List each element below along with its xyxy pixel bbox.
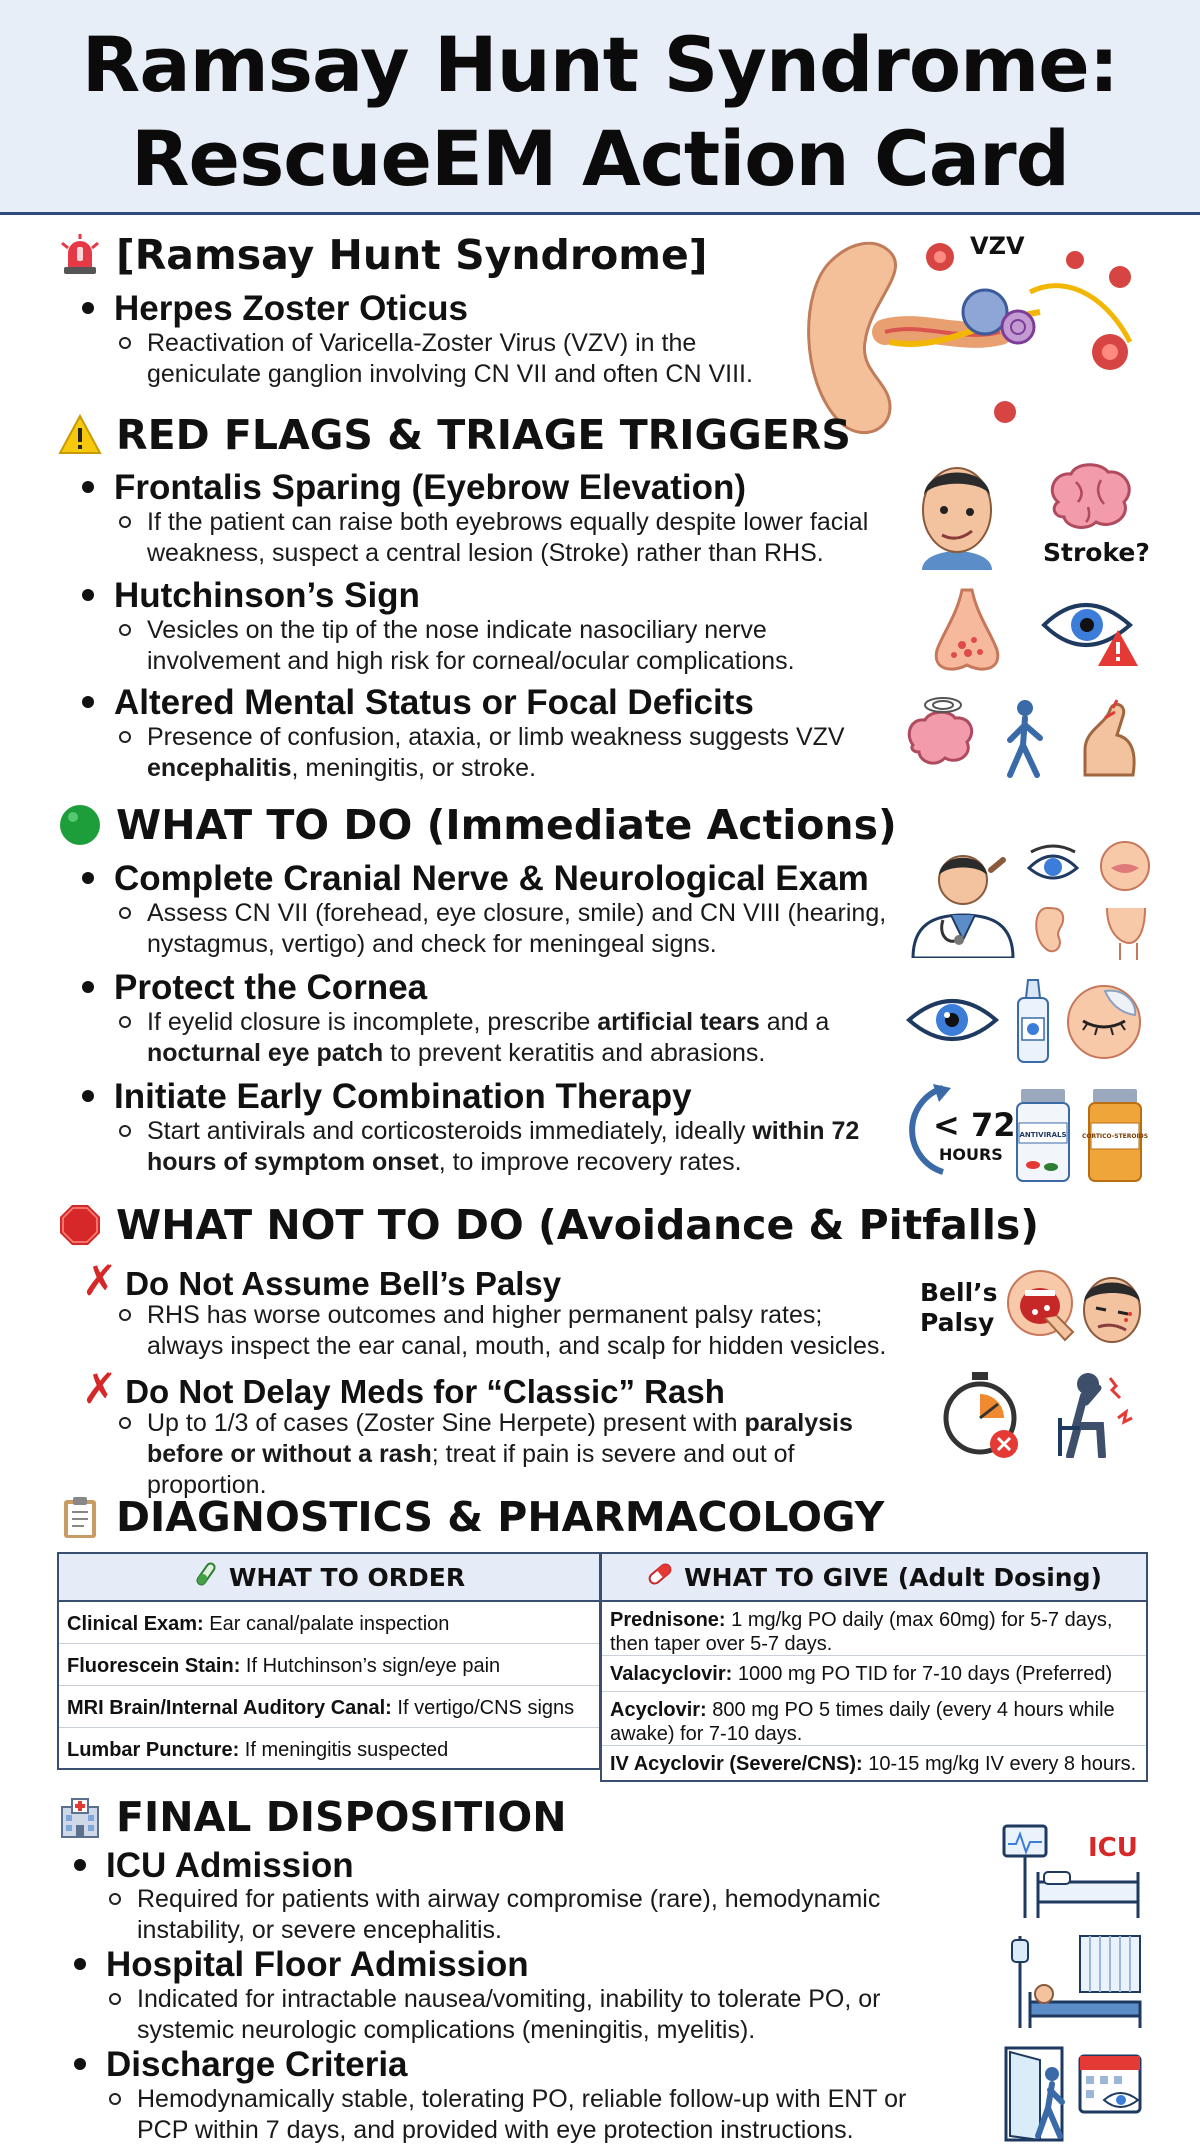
stopwatch-cancel-icon bbox=[940, 1370, 1022, 1460]
stop-sign-icon bbox=[58, 1203, 102, 1247]
item-icu-admission: ICU Admission bbox=[74, 1845, 354, 1887]
icu-bed-illustration bbox=[998, 1822, 1143, 1922]
time-window-unit: HOURS bbox=[939, 1145, 1003, 1164]
page-title bbox=[0, 0, 1200, 206]
section-heading-red-flags bbox=[58, 410, 851, 460]
section-heading-diagnostics bbox=[58, 1492, 884, 1542]
item-herpes-zoster-oticus bbox=[82, 288, 468, 330]
x-mark-icon: ✗ bbox=[82, 1364, 118, 1413]
hospital-floor-bed-illustration bbox=[1000, 1932, 1145, 2032]
table-row: Fluorescein Stain: If Hutchinson’s sign/eye pain bbox=[59, 1644, 599, 1686]
item-not-delay-meds: ✗ Do Not Delay Meds for “Classic” Rash bbox=[82, 1364, 725, 1413]
item-not-bells-palsy: ✗ Do Not Assume Bell’s Palsy bbox=[82, 1256, 562, 1305]
time-window-icon bbox=[903, 1080, 1023, 1180]
x-mark-icon: ✗ bbox=[82, 1256, 118, 1305]
vzv-label: VZV bbox=[970, 232, 1025, 260]
hospital-icon bbox=[58, 1795, 102, 1839]
table-row: MRI Brain/Internal Auditory Canal: If vertigo/CNS signs bbox=[59, 1686, 599, 1728]
section-heading-text: FINAL DISPOSITION bbox=[116, 1793, 567, 1841]
eye-warning-icon bbox=[1040, 590, 1140, 670]
medication-bottles-icon bbox=[1013, 1085, 1148, 1185]
order-table-header: WHAT TO ORDER bbox=[59, 1554, 599, 1602]
pill-icon bbox=[646, 1560, 674, 1594]
item-description: Required for patients with airway compromise (rare), hemodynamic instability, or severe encephalitis. bbox=[137, 1884, 977, 1946]
section-heading-text: RED FLAGS & TRIAGE TRIGGERS bbox=[116, 411, 851, 459]
item-description: RHS has worse outcomes and higher permanent palsy rates; always inspect the ear canal, mouth, and scalp for hidden vesicles. bbox=[147, 1300, 887, 1362]
section-heading-text: [Ramsay Hunt Syndrome] bbox=[116, 231, 708, 279]
eye-drops-icon bbox=[1008, 978, 1058, 1066]
item-description: Reactivation of Varicella-Zoster Virus (VZV) in the geniculate ganglion involving CN VII and often CN VIII. bbox=[147, 328, 787, 390]
doctor-exam-illustration bbox=[903, 840, 1023, 958]
section-heading-text: WHAT TO DO (Immediate Actions) bbox=[116, 801, 897, 849]
droopy-face-icon bbox=[1078, 1272, 1146, 1344]
item-cranial-nerve-exam: Complete Cranial Nerve & Neurological Exam bbox=[82, 858, 869, 900]
item-description: If eyelid closure is incomplete, prescribe artificial tears and a nocturnal eye patch to prevent keratitis and abrasions. bbox=[147, 1007, 887, 1069]
table-row: Acyclovir: 800 mg PO 5 times daily (every 4 hours while awake) for 7-10 days. bbox=[602, 1692, 1146, 1746]
face-weakness-illustration bbox=[912, 455, 1002, 570]
neuro-deficits-illustration bbox=[905, 690, 1145, 780]
bottle-label-steroids: CORTICO-STEROIDS bbox=[1081, 1133, 1148, 1140]
item-combination-therapy: Initiate Early Combination Therapy bbox=[82, 1076, 692, 1118]
time-window-value: < 72 bbox=[933, 1106, 1016, 1144]
item-altered-mental-status: Altered Mental Status or Focal Deficits bbox=[82, 682, 754, 724]
item-description: Assess CN VII (forehead, eye closure, smile) and CN VIII (hearing, nystagmus, vertigo) and check for meningeal signs. bbox=[147, 898, 887, 960]
table-row: Valacyclovir: 1000 mg PO TID for 7-10 days (Preferred) bbox=[602, 1656, 1146, 1692]
section-heading-what-not-to-do bbox=[58, 1200, 1039, 1250]
bottle-label-antivirals: ANTIVIRALS bbox=[1019, 1131, 1067, 1139]
patient-in-pain-icon bbox=[1040, 1368, 1140, 1458]
section-heading-text: DIAGNOSTICS & PHARMACOLOGY bbox=[116, 1493, 885, 1541]
page-header bbox=[0, 0, 1200, 215]
green-circle-icon bbox=[58, 803, 102, 847]
table-row: Lumbar Puncture: If meningitis suspected bbox=[67, 1739, 449, 1761]
cranial-nerve-features-icon bbox=[1025, 838, 1150, 963]
table-row: Prednisone: 1 mg/kg PO daily (max 60mg) for 5-7 days, then taper over 5-7 days. bbox=[602, 1602, 1146, 1656]
section-heading-rhs bbox=[58, 230, 708, 280]
table-row: Clinical Exam: Ear canal/palate inspection bbox=[59, 1602, 599, 1644]
warning-icon bbox=[58, 413, 102, 457]
give-table bbox=[600, 1552, 1148, 1782]
item-description: Indicated for intractable nausea/vomiting, inability to tolerate PO, or systemic neurologic complications (meningitis, myelitis). bbox=[137, 1984, 977, 2046]
item-discharge-criteria: Discharge Criteria bbox=[74, 2044, 408, 2086]
icu-label: ICU bbox=[1088, 1833, 1138, 1863]
item-description: Up to 1/3 of cases (Zoster Sine Herpete) present with paralysis before or without a rash; treat if pain is severe and out of proportion. bbox=[147, 1408, 917, 1501]
eye-patch-icon bbox=[1065, 983, 1143, 1061]
order-table bbox=[57, 1552, 601, 1770]
item-description: If the patient can raise both eyebrows equally despite lower facial weakness, suspect a central lesion (Stroke) rather than RHS. bbox=[147, 507, 897, 569]
item-description: Vesicles on the tip of the nose indicate nasociliary nerve involvement and high risk for corneal/ocular complications. bbox=[147, 615, 887, 677]
section-heading-text: WHAT NOT TO DO (Avoidance & Pitfalls) bbox=[116, 1201, 1040, 1249]
item-protect-cornea: Protect the Cornea bbox=[82, 967, 427, 1009]
item-frontalis-sparing: Frontalis Sparing (Eyebrow Elevation) bbox=[82, 467, 746, 509]
section-heading-disposition bbox=[58, 1792, 567, 1842]
title-line-1: Ramsay Hunt Syndrome: bbox=[81, 20, 1119, 109]
section-heading-what-to-do bbox=[58, 800, 897, 850]
item-hutchinsons-sign: Hutchinson’s Sign bbox=[82, 575, 420, 617]
item-title: Herpes Zoster Oticus bbox=[114, 289, 468, 328]
give-table-header: WHAT TO GIVE (Adult Dosing) bbox=[602, 1554, 1146, 1602]
mouth-inspection-icon bbox=[1005, 1268, 1075, 1348]
table-row: IV Acyclovir (Severe/CNS): 10-15 mg/kg IV every 8 hours. bbox=[610, 1753, 1137, 1775]
brain-icon bbox=[1046, 462, 1136, 532]
item-description: Presence of confusion, ataxia, or limb weakness suggests VZV encephalitis, meningitis, or stroke. bbox=[147, 722, 887, 784]
discharge-door-calendar-illustration bbox=[1000, 2044, 1145, 2144]
stroke-label: Stroke? bbox=[1043, 538, 1150, 567]
nose-vesicles-illustration bbox=[922, 585, 1012, 675]
item-description: Start antivirals and corticosteroids immediately, ideally within 72 hours of symptom onset, to improve recovery rates. bbox=[147, 1116, 887, 1178]
clipboard-icon bbox=[58, 1495, 102, 1539]
item-description: Hemodynamically stable, tolerating PO, reliable follow-up with ENT or PCP within 7 days, and provided with eye protection instructions. bbox=[137, 2084, 957, 2146]
eye-icon bbox=[905, 990, 1000, 1050]
item-floor-admission: Hospital Floor Admission bbox=[74, 1944, 529, 1986]
test-tube-icon bbox=[193, 1561, 219, 1593]
bells-palsy-label: Bell’s Palsy bbox=[920, 1278, 998, 1337]
title-line-2: RescueEM Action Card bbox=[131, 114, 1069, 203]
siren-icon bbox=[58, 233, 102, 277]
